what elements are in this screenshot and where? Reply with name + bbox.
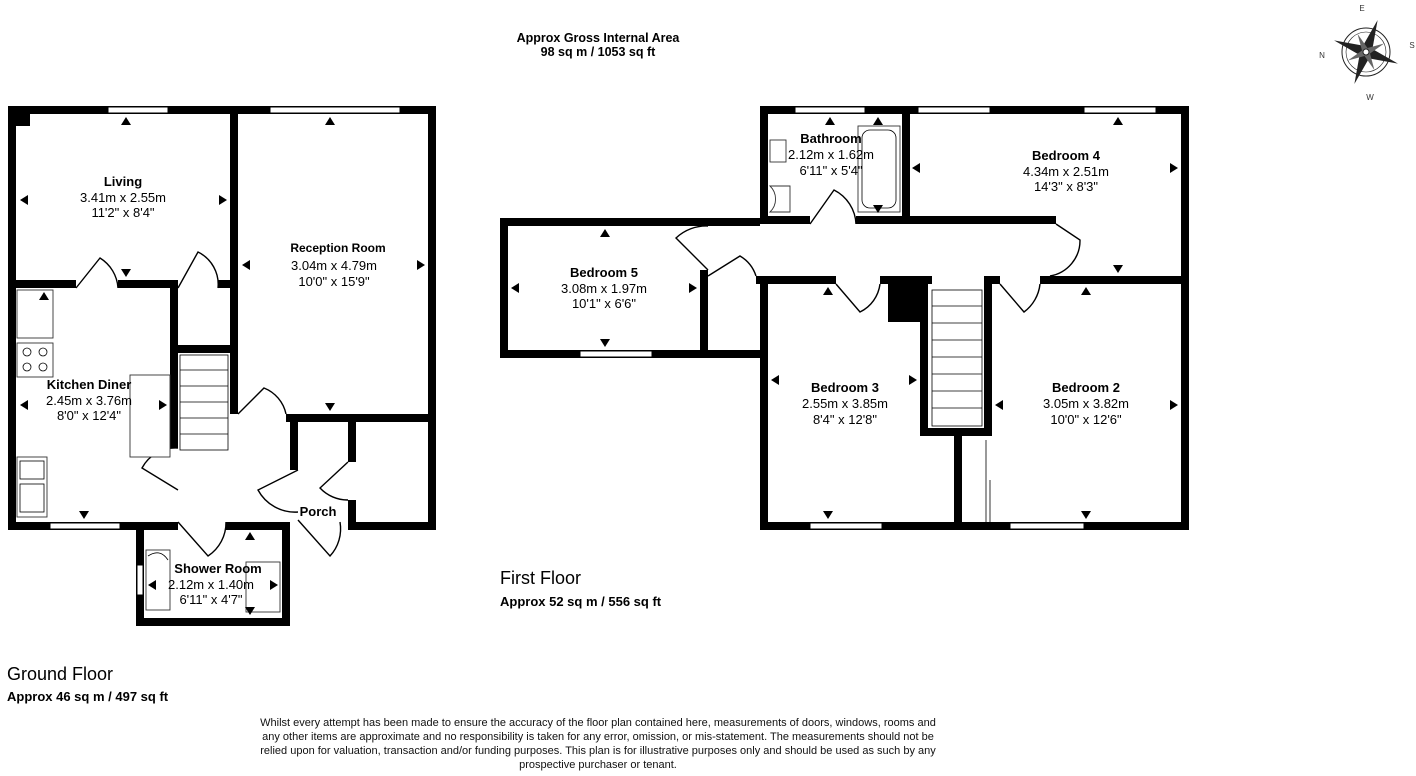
first-floor-area: Approx 52 sq m / 556 sq ft	[500, 594, 662, 609]
bath-icon	[858, 126, 900, 212]
shower-tray-icon	[146, 550, 170, 610]
compass-label-n: N	[1319, 51, 1325, 60]
compass-label-e: E	[1359, 4, 1365, 13]
reception-imperial: 10'0" x 15'9"	[298, 274, 370, 289]
disclaimer-line-3: relied upon for valuation, transaction and/or funding purposes. This plan is for illustrative purposes only and should be used as such by any	[260, 745, 936, 757]
first-floor-title: First Floor	[500, 568, 581, 588]
living-imperial: 11'2" x 8'4"	[91, 205, 155, 220]
compass-label-s: S	[1409, 41, 1415, 50]
bathroom-name: Bathroom	[800, 131, 862, 146]
living-name: Living	[103, 174, 143, 189]
compass-label-w: W	[1366, 93, 1374, 102]
bedroom5-imperial: 10'1" x 6'6"	[571, 296, 637, 311]
basin-icon	[770, 186, 790, 212]
disclaimer-line-4: prospective purchaser or tenant.	[519, 759, 677, 771]
bedroom2-metric: 3.05m x 3.82m	[1043, 396, 1129, 411]
reception-name: Reception Room	[290, 241, 386, 255]
bedroom3-name: Bedroom 3	[811, 380, 879, 395]
bathroom-metric: 2.12m x 1.62m	[788, 147, 874, 162]
ground-floor-title: Ground Floor	[7, 664, 114, 684]
sink-icon	[17, 457, 47, 517]
shower-metric: 2.12m x 1.40m	[168, 577, 254, 592]
reception-metric: 3.04m x 4.79m	[291, 258, 377, 273]
gross-area-value: 98 sq m / 1053 sq ft	[540, 45, 656, 59]
bedroom2-name: Bedroom 2	[1052, 380, 1120, 395]
bedroom4-name: Bedroom 4	[1032, 148, 1100, 163]
bedroom4-metric: 4.34m x 2.51m	[1023, 164, 1109, 179]
bedroom3-metric: 2.55m x 3.85m	[802, 396, 888, 411]
hob-icon	[17, 343, 53, 377]
compass-rose-icon	[1319, 4, 1415, 102]
shower-imperial: 6'11" x 4'7"	[179, 592, 243, 607]
bathroom-imperial: 6'11" x 5'4"	[799, 163, 863, 178]
bedroom2-imperial: 10'0" x 12'6"	[1050, 412, 1122, 427]
gross-area-title: Approx Gross Internal Area	[516, 31, 680, 45]
shower-name: Shower Room	[174, 561, 262, 576]
ground-floor-plan	[8, 106, 436, 626]
bedroom4-imperial: 14'3" x 8'3"	[1033, 179, 1099, 194]
toilet-icon	[770, 140, 786, 162]
bedroom5-name: Bedroom 5	[570, 265, 638, 280]
disclaimer-line-1: Whilst every attempt has been made to ensure the accuracy of the floor plan contained here, measurements of doors, windows, rooms and	[260, 717, 936, 729]
bedroom3-imperial: 8'4" x 12'8"	[812, 412, 878, 427]
kitchen-name: Kitchen Diner	[46, 377, 132, 392]
living-metric: 3.41m x 2.55m	[80, 190, 166, 205]
ground-stairs	[180, 355, 228, 450]
first-floor-stairs	[932, 290, 982, 426]
kitchen-metric: 2.45m x 3.76m	[46, 393, 132, 408]
bedroom5-metric: 3.08m x 1.97m	[561, 281, 647, 296]
first-floor-plan	[500, 106, 1189, 530]
kitchen-imperial: 8'0" x 12'4"	[56, 408, 122, 423]
ground-floor-area: Approx 46 sq m / 497 sq ft	[7, 689, 169, 704]
porch-name: Porch	[299, 504, 337, 519]
disclaimer-line-2: any other items are approximate and no responsibility is taken for any error, omission, or mis-statement. The measurements should not be	[262, 731, 934, 743]
